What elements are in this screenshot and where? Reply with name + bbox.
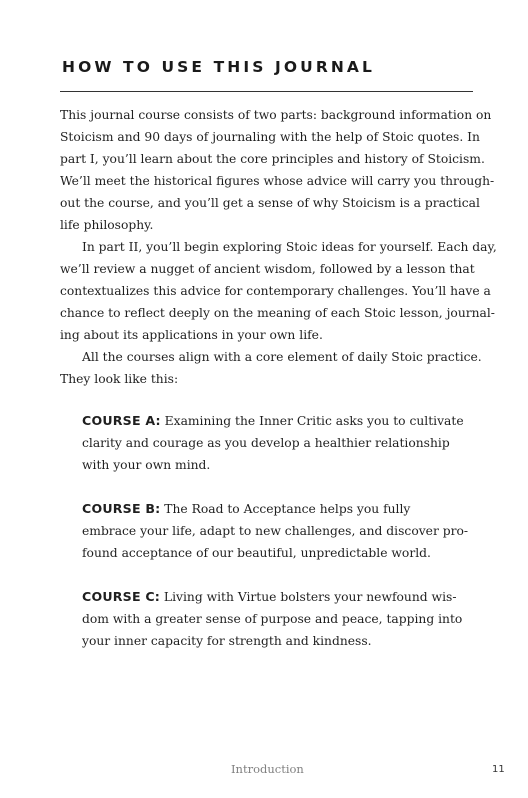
course-description: Living with Virtue bolsters your newfound wis- [160, 590, 457, 604]
text-line: clarity and courage as you develop a healthier relationship [82, 436, 450, 450]
text-line: found acceptance of our beautiful, unpredictable world. [82, 546, 431, 560]
text-line: We’ll meet the historical figures whose advice will carry you through- [60, 174, 495, 188]
text-line: Stoicism and 90 days of journaling with the help of Stoic quotes. In [60, 130, 480, 144]
course-description: The Road to Acceptance helps you fully [160, 502, 411, 516]
paragraph-1 [60, 104, 495, 236]
course-first-line [82, 410, 482, 432]
paragraph-2 [60, 236, 497, 346]
heading-rule [60, 91, 473, 92]
course-first-line [82, 586, 482, 608]
footer-section-title: Introduction [231, 762, 304, 776]
page-number: 11 [492, 764, 505, 775]
course-a [82, 410, 482, 476]
text-line: contextualizes this advice for contemporary challenges. You’ll have a [60, 284, 491, 298]
text-line: ing about its applications in your own life. [60, 328, 323, 342]
text-line: All the courses align with a core element of daily Stoic practice. [82, 350, 482, 364]
text-line: life philosophy. [60, 218, 154, 232]
course-description: Examining the Inner Critic asks you to cultivate [160, 414, 464, 428]
course-c [82, 586, 482, 652]
text-line: They look like this: [60, 372, 179, 386]
text-line: dom with a greater sense of purpose and peace, tapping into [82, 612, 463, 626]
text-line: out the course, and you’ll get a sense of why Stoicism is a practical [60, 196, 480, 210]
intro-text [60, 104, 497, 390]
course-first-line [82, 498, 482, 520]
course-label: COURSE B: [82, 501, 161, 516]
text-line: with your own mind. [82, 458, 211, 472]
course-b [82, 498, 482, 564]
text-line: your inner capacity for strength and kindness. [82, 634, 372, 648]
text-line: we’ll review a nugget of ancient wisdom, followed by a lesson that [60, 262, 475, 276]
course-label: COURSE C: [82, 589, 161, 604]
text-line: chance to reflect deeply on the meaning of each Stoic lesson, journal- [60, 306, 495, 320]
text-line: This journal course consists of two parts: background information on [60, 108, 492, 122]
paragraph-3 [60, 346, 480, 390]
section-heading: HOW TO USE THIS JOURNAL [62, 58, 376, 76]
course-label: COURSE A: [82, 413, 161, 428]
text-line: part I, you’ll learn about the core principles and history of Stoicism. [60, 152, 485, 166]
text-line: In part II, you’ll begin exploring Stoic ideas for yourself. Each day, [82, 240, 497, 254]
text-line: embrace your life, adapt to new challenges, and discover pro- [82, 524, 469, 538]
